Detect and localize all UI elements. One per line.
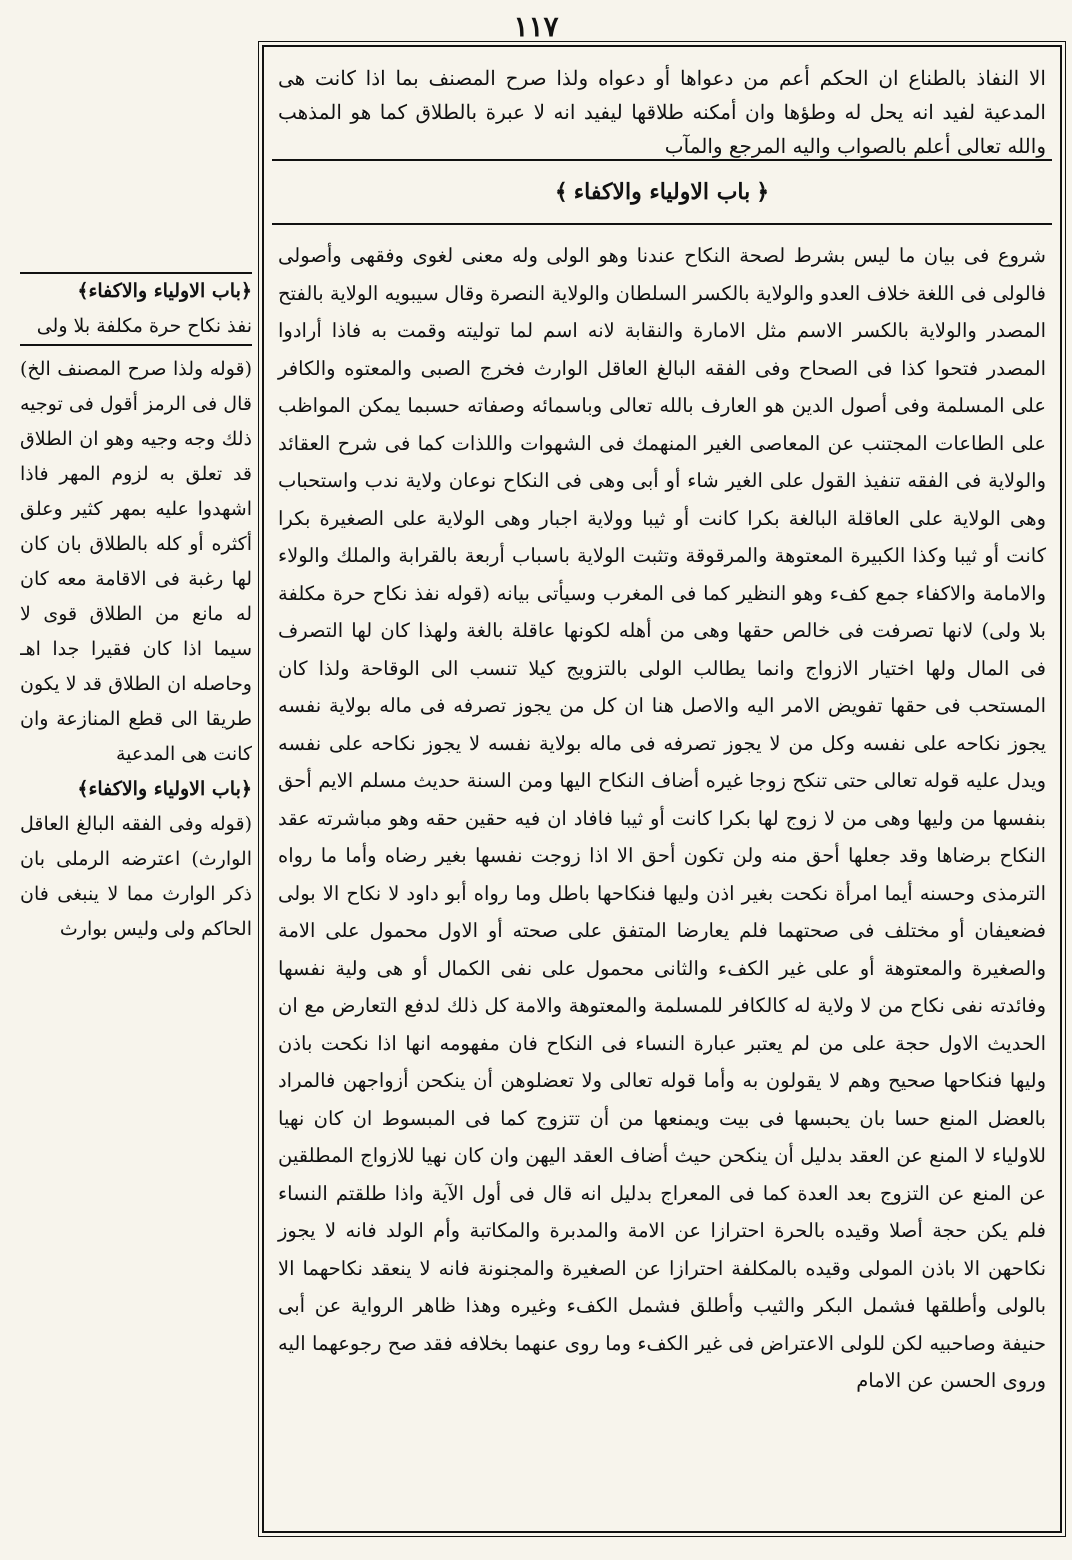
margin-note: (قوله ولذا صرح المصنف الخ) قال فى الرمز أقول فى توجيه ذلك وجه وجيه وهو ان الطلاق قد تعلق به لزوم المهر فاذا اشهدوا عليه بمهر كثير وعلق أكثره أو كله بالطلاق بان كان لها رغبة فى الاقامة معه كان له مانع من الطلاق قوى لا سيما اذا كان فقيرا جدا اهـ وحاصله ان الطلاق قد لا يكون طريقا الى قطع المنازعة وان كانت هى المدعية	[20, 358, 252, 765]
intro-paragraph: الا النفاذ بالطناع ان الحكم أعم من دعواها أو دعواه ولذا صرح المصنف بما اذا كانت هى المدعية لفيد انه يحل له وطؤها وان أمكنه طلاقها ليفيد انه لا عبرة بالطلاق كما هو المذهب والله تعالى أعلم بالصواب واليه المرجع والمآب	[278, 66, 1046, 158]
margin-chapter-heading: ﴿باب الاولياء والاكفاء﴾	[77, 280, 252, 302]
margin-chapter-heading-text-2: باب الاولياء والاكفاء	[88, 778, 241, 800]
margin-matn-text: نفذ نكاح حرة مكلفة بلا ولى	[36, 315, 252, 337]
main-commentary-text: شروع فى بيان ما ليس بشرط لصحة النكاح عندنا وهو الولى وله معنى لغوى وفقهى وأصولى فالولى فى اللغة خلاف العدو والولاية بالكسر السلطان والولاية النصرة وقال سيبويه الولاية بالفتح المصدر والولاية بالكسر الاسم مثل الامارة والنقابة لانه اسم لما توليته وقمت به فاذا أرادوا المصدر فتحوا كذا فى الصحاح وفى الفقه البالغ العاقل الوارث فخرج الصبى والمعتوه والكافر على المسلمة وفى أصول الدين هو العارف بالله تعالى وباسمائه وصفاته حسبما يمكن المواظب على الطاعات المجتنب عن المعاصى الغير المنهمك فى الشهوات واللذات كما فى شرح العقائد والولاية فى الفقه تنفيذ القول على الغير شاء أو أبى وهى فى النكاح نوعان ولاية ندب واستحباب وهى الولاية على العاقلة البالغة بكرا كانت أو ثيبا وولاية اجبار وهى الولاية على الصغيرة بكرا كانت أو ثيبا وكذا الكبيرة المعتوهة والمرقوقة وتثبت الولاية باسباب أربعة بالقرابة والملك والولاء والامامة والاكفاء جمع كفء وهو النظير كما فى المغرب وسيأتى بيانه (قوله نفذ نكاح حرة مكلفة بلا ولى) لانها تصرفت فى خالص حقها وهى من أهله لكونها عاقلة بالغة ولهذا كان لها التصرف فى المال ولها اختيار الازواج وانما يطالب الولى بالتزويج كيلا تنسب الى الوقاحة ولذا كان المستحب فى حقها تفويض الامر اليه والاصل هنا ان كل من يجوز تصرفه فى ماله بولاية نفسه يجوز نكاحه على نفسه وكل من لا يجوز تصرفه فى ماله بولاية نفسه لا يجوز نكاحه على نفسه ويدل عليه قوله تعالى حتى تنكح زوجا غيره أضاف النكاح اليها ومن السنة حديث مسلم الايم أحق بنفسها من وليها وهى من لا زوج لها بكرا كانت أو ثيبا فافاد ان فيه حقين حقه وهو مباشرته عقد النكاح برضاها وقد جعلها أحق منه ولن تكون أحق الا اذا زوجت نفسها بغير رضاه وأما ما رواه الترمذى وحسنه أيما امرأة نكحت بغير اذن وليها فنكاحها باطل وما رواه أبو داود لا نكاح الا بولى فضعيفان أو مختلف فى صحتهما فلم يعارضا المتفق على صحته أو الاول محمول على الامة والصغيرة والمعتوهة أو على غير الكفء والثانى محمول على نفى الكمال أو هى ولية نفسها وفائدته نفى نكاح من لا ولاية له كالكافر للمسلمة والمعتوهة والامة كل ذلك لدفع التعارض مع ان الحديث الاول حجة على من لم يعتبر عبارة النساء فى النكاح فان مفهومه انها اذا نكحت باذن وليها فنكاحها صحيح وهم لا يقولون به وأما قوله تعالى ولا تعضلوهن أن ينكحن أزواجهن فالمراد بالعضل المنع حسا بان يحبسها فى بيت ويمنعها من أن تتزوج كما فى المبسوط ان كان نهيا للاولياء لا المنع عن العقد بدليل أن ينكحن حيث أضاف العقد اليهن وان كان نهيا للازواج المطلقين عن المنع عن التزوج بعد العدة كما فى المعراج بدليل انه قال فى أول الآية واذا طلقتم النساء فلم يكن حجة أصلا وقيده بالحرة احترازا عن الامة والمدبرة والمكاتبة وأم الولد فانه لا يجوز نكاحهن الا باذن المولى وقيده بالمكلفة احترازا عن الصغيرة والمجنونة فانه لا ينعقد نكاحهما الا بالولى وأطلقها فشمل البكر والثيب وأطلق فشمل الكفء وغيره وهذا ظاهر الرواية عن أبى حنيفة وصاحبيه لكن للولى الاعتراض فى غير الكفء وما روى عنهما بخلافه فقد صح رجوعهما اليه وروى الحسن عن الامام	[278, 244, 1046, 1392]
chapter-heading-text: باب الاولياء والاكفاء	[573, 179, 751, 205]
page-number: ١١٧	[513, 10, 559, 43]
chapter-heading: ﴿باب الاولياء والاكفاء﴾	[554, 179, 770, 205]
margin-commentary	[20, 272, 252, 1392]
margin-chapter-heading-2: ﴿باب الاولياء والاكفاء﴾	[77, 778, 252, 800]
margin-chapter-heading-text: باب الاولياء والاكفاء	[88, 280, 241, 302]
main-text-frame	[262, 45, 1062, 1533]
margin-rule	[20, 344, 252, 346]
margin-note-2: (قوله وفى الفقه البالغ العاقل الوارث) اعترضه الرملى بان ذكر الوارث مما لا ينبغى فان الحاكم ولى وليس بوارث	[20, 813, 252, 940]
